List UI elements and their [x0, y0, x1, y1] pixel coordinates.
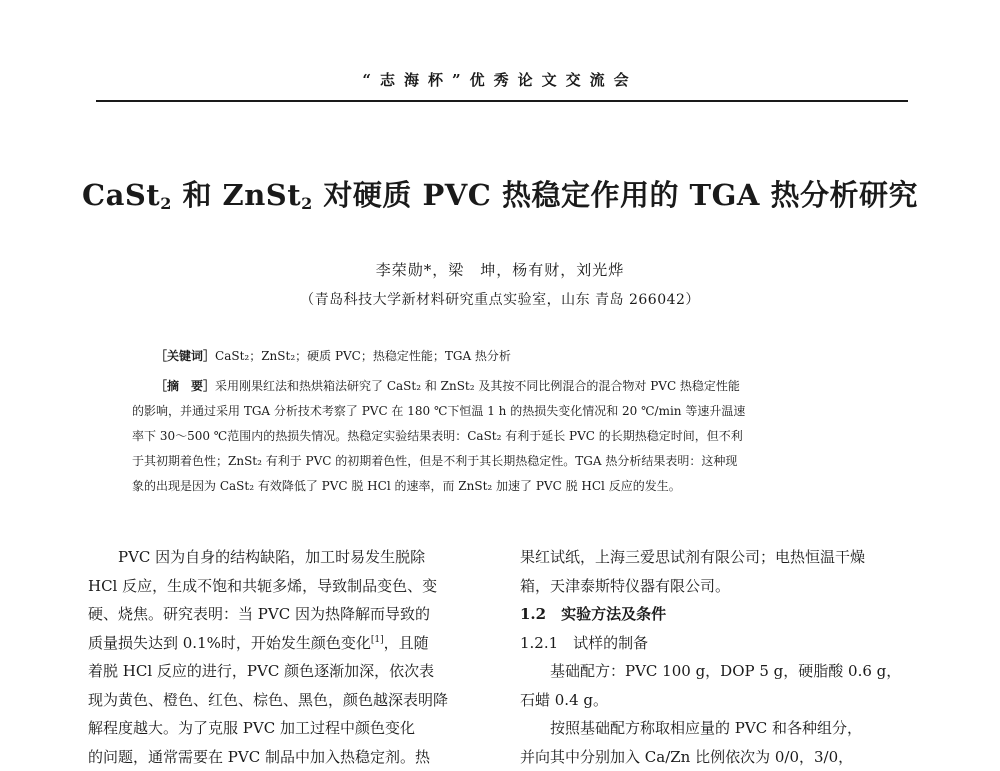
- keywords-block: [155, 346, 895, 366]
- body-column-left: [88, 543, 488, 771]
- abstract-line: 于其初期着色性；ZnSt₂ 有利于 PVC 的初期着色性，但是不利于其长期热稳定性。TGA 热分析结果表明：这种现: [132, 449, 884, 474]
- keywords-text: CaSt₂；ZnSt₂；硬质 PVC；热稳定性能；TGA 热分析: [215, 349, 511, 363]
- abstract-line: 的影响，并通过采用 TGA 分析技术考察了 PVC 在 180 ℃下恒温 1 h 的热损失变化情况和 20 ℃/min 等速升温速: [132, 399, 884, 424]
- body-line: HCl 反应，生成不饱和共轭多烯，导致制品变色、变: [88, 572, 488, 601]
- subsection-heading-1-2-1: 1.2.1 试样的制备: [520, 629, 915, 658]
- citation-ref-1[interactable]: [1]: [371, 635, 384, 645]
- body-line: 着脱 HCl 反应的进行，PVC 颜色逐渐加深，依次表: [88, 657, 488, 686]
- title-subscript: 2: [301, 194, 313, 213]
- abstract-line: 象的出现是因为 CaSt₂ 有效降低了 PVC 脱 HCl 的速率，而 ZnSt₂ 加速了 PVC 脱 HCl 反应的发生。: [132, 474, 884, 499]
- body-line: 现为黄色、橙色、红色、棕色、黑色，颜色越深表明降: [88, 686, 488, 715]
- author-list: 李荣勋*，梁 坤，杨有财，刘光烨: [0, 259, 1000, 281]
- section-heading-1-2: 1.2 实验方法及条件: [520, 600, 915, 629]
- body-line: 基础配方：PVC 100 g，DOP 5 g，硬脂酸 0.6 g，: [520, 657, 915, 686]
- author-affiliation: （青岛科技大学新材料研究重点实验室，山东 青岛 266042）: [0, 289, 1000, 311]
- title-part: 和 ZnSt: [172, 178, 301, 212]
- body-line: 解程度越大。为了克服 PVC 加工过程中颜色变化: [88, 714, 488, 743]
- body-line: 硬、烧焦。研究表明：当 PVC 因为热降解而导致的: [88, 600, 488, 629]
- body-line: 按照基础配方称取相应量的 PVC 和各种组分，: [520, 714, 915, 743]
- body-text: 质量损失达到 0.1%时，开始发生颜色变化: [88, 634, 371, 652]
- abstract-line: 率下 30～500 ℃范围内的热损失情况。热稳定实验结果表明：CaSt₂ 有利于延长 PVC 的长期热稳定时间，但不利: [132, 424, 884, 449]
- body-line: 石蜡 0.4 g。: [520, 686, 915, 715]
- header-divider: [96, 100, 908, 102]
- body-line: PVC 因为自身的结构缺陷，加工时易发生脱除: [88, 543, 488, 572]
- journal-header-banner: “志海杯”优秀论文交流会: [0, 70, 1000, 90]
- body-line: 的问题，通常需要在 PVC 制品中加入热稳定剂。热: [88, 743, 488, 771]
- body-line: [88, 629, 488, 658]
- abstract-text: 采用刚果红法和热烘箱法研究了 CaSt₂ 和 ZnSt₂ 及其按不同比例混合的混合物对 PVC 热稳定性能: [215, 379, 740, 393]
- paper-title: [0, 175, 1000, 215]
- abstract-block: [132, 374, 884, 499]
- body-column-right: [520, 543, 915, 771]
- abstract-label: ［摘 要］: [155, 379, 215, 393]
- body-line: 并向其中分别加入 Ca/Zn 比例依次为 0/0，3/0，: [520, 743, 915, 771]
- body-text: ，且随: [384, 634, 429, 652]
- body-line: 箱，天津泰斯特仪器有限公司。: [520, 572, 915, 601]
- title-part: 对硬质 PVC 热稳定作用的 TGA 热分析研究: [313, 178, 918, 212]
- body-line: 果红试纸，上海三爱思试剂有限公司；电热恒温干燥: [520, 543, 915, 572]
- keywords-label: ［关键词］: [155, 349, 215, 363]
- title-subscript: 2: [160, 194, 172, 213]
- title-part: CaSt: [82, 178, 160, 212]
- abstract-line: [132, 374, 884, 399]
